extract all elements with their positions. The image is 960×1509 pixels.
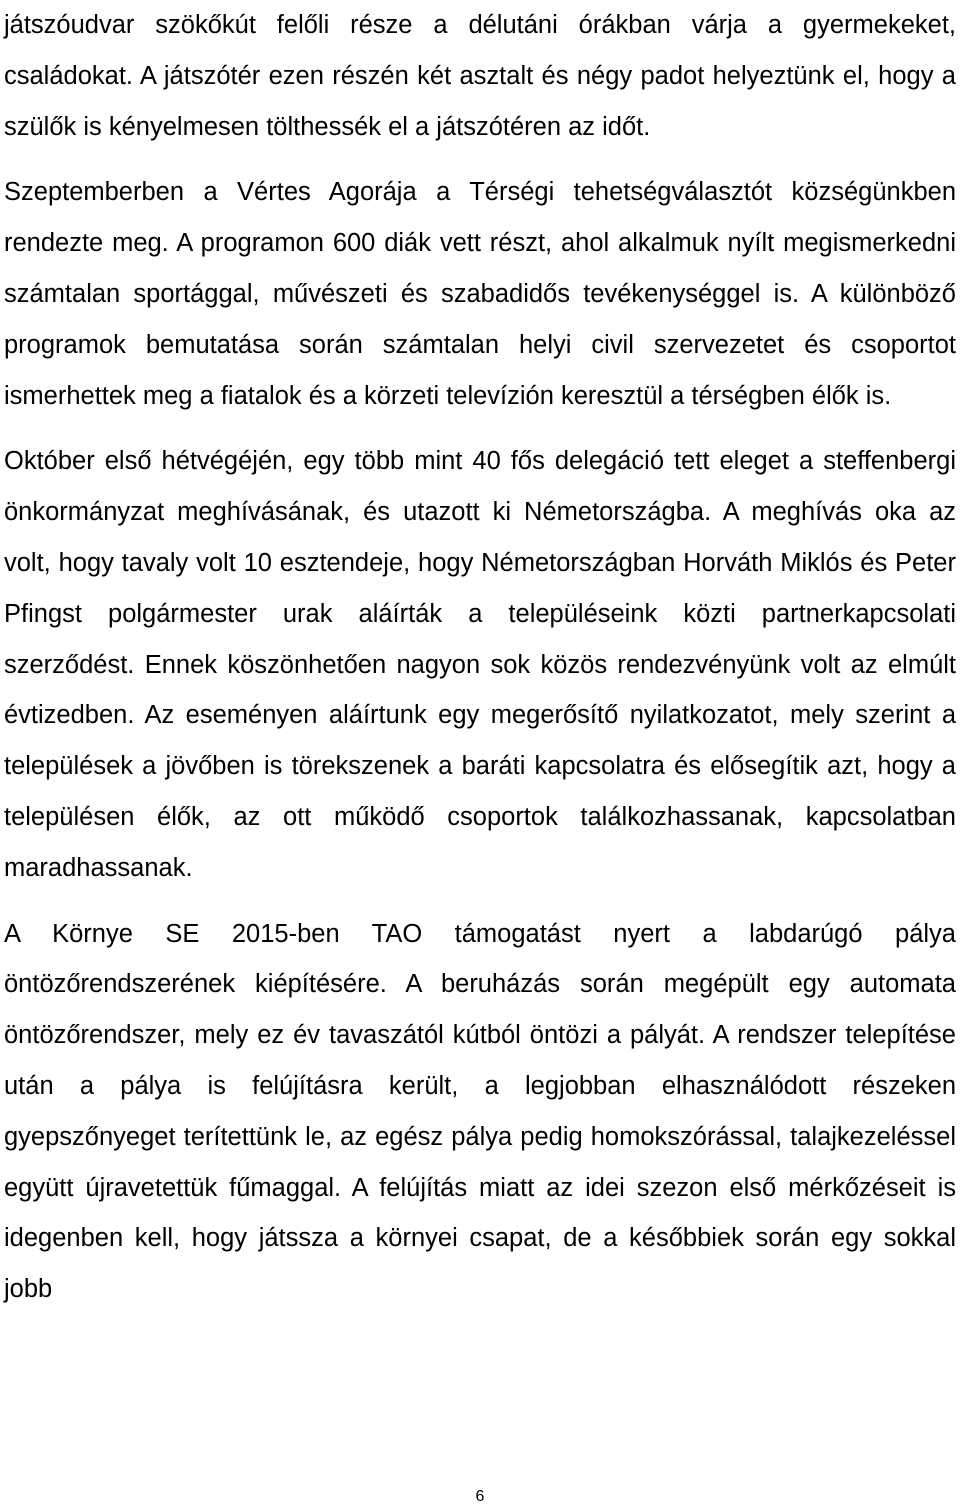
paragraph-playground: játszóudvar szökőkút felőli része a délutáni órákban várja a gyermekeket, családokat. A játszótér ezen részén két asztalt és négy padot helyeztünk el, hogy a szülők is kényelmesen tölthessék el a játszótéren az időt. [4,11,956,141]
page-number: 6 [475,1488,485,1505]
document-body [4,0,956,1330]
paragraph-talent-event: Szeptemberben a Vértes Agorája a Térségi tehetségválasztót községünkben rendezte meg. A programon 600 diák vett részt, ahol alkalmuk nyílt megismerkedni számtalan sportággal, művészeti és szabadidős tevékenységgel is. A különböző programok bemutatása során számtalan helyi civil szervezetet és csoportot ismerhettek meg a fiatalok és a körzeti televízión keresztül a térségben élők is. [4,178,956,410]
paragraph-football-field: A Környe SE 2015-ben TAO támogatást nyert a labdarúgó pálya öntözőrendszerének kiépítésére. A beruházás során megépült egy automata öntözőrendszer, mely ez év tavaszától kútból öntözi a pályát. A rendszer telepítése után a pálya is felújításra került, a legjobban elhasználódott részeken gyepszőnyeget terítettünk le, az egész pálya pedig homokszórással, talajkezeléssel együtt újravetettük fűmaggal. A felújítás miatt az idei szezon első mérkőzéseit is idegenben kell, hogy játssza a környei csapat, de a későbbiek során egy sokkal jobb [4,919,956,1304]
paragraph-germany-visit: Október első hétvégéjén, egy több mint 40 fős delegáció tett eleget a steffenbergi önkormányzat meghívásának, és utazott ki Németországba. A meghívás oka az volt, hogy tavaly volt 10 esztendeje, hogy Németországban Horváth Miklós és Peter Pfingst polgármester urak aláírták a településeink közti partnerkapcsolati szerződést. Ennek köszönhetően nagyon sok közös rendezvényünk volt az elmúlt évtizedben. Az eseményen aláírtunk egy megerősítő nyilatkozatot, mely szerint a települések a jövőben is törekszenek a baráti kapcsolatra és elősegítik azt, hogy a településen élők, az ott működő csoportok találkozhassanak, kapcsolatban maradhassanak. [4,447,956,882]
